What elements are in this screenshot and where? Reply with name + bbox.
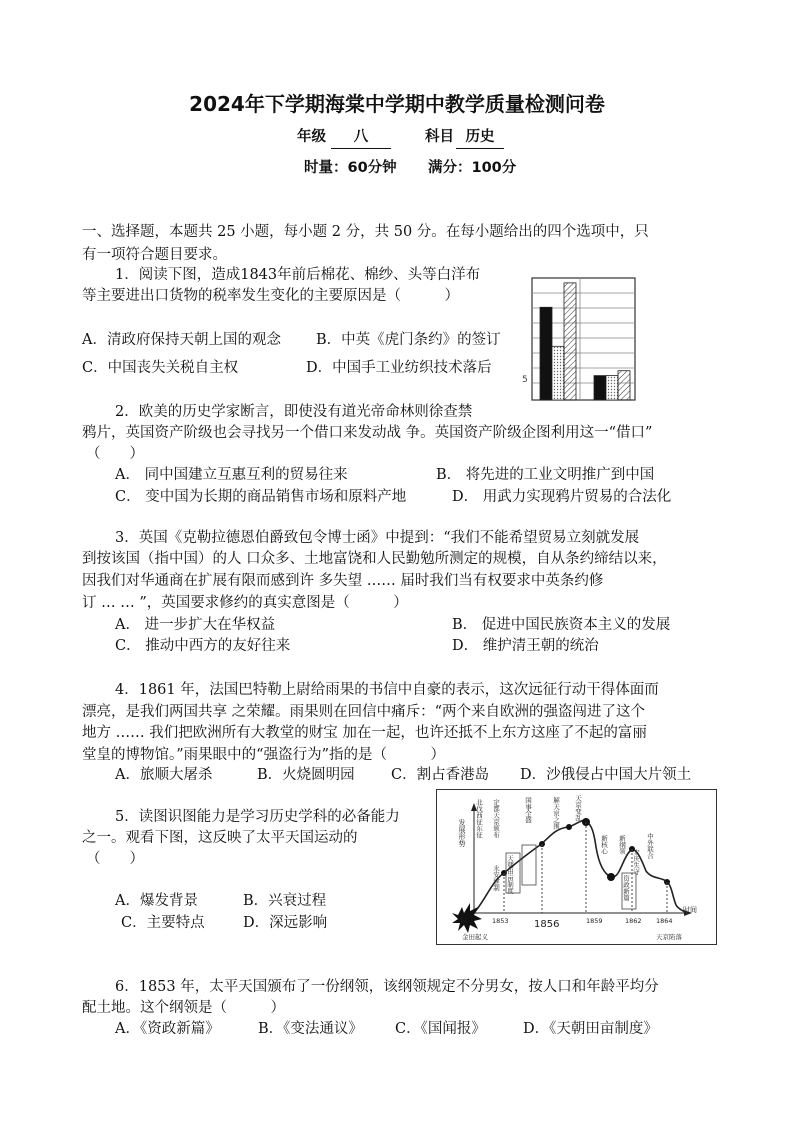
ann-tianchao: 天朝田亩制度 — [506, 855, 514, 894]
q3-stem-line2: 到按该国（指中国）的人 口众多、土地富饶和人民勤勉所测定的规模，自从条约缔结以来， — [82, 551, 667, 567]
subject-value: 历史 — [456, 126, 504, 149]
bar-3-group-2 — [618, 371, 630, 400]
q2-stem-line3: （ ） — [86, 446, 144, 462]
section-intro-line1: 一、选择题，本题共 25 小题，每小题 2 分，共 50 分。在每小题给出的四个选项中，只 — [82, 224, 649, 240]
chart-tick-label: 5 — [522, 375, 528, 385]
q5-stem-line3: （ ） — [86, 851, 144, 867]
subject-label: 科目 — [425, 129, 454, 145]
q4-option-a: A．旅顺大屠杀 — [115, 767, 213, 783]
q3-stem-line4: 订 … … ”，英国要求修约的真实意图是（ ） — [82, 595, 408, 611]
ann-xinheji: 新核心 — [600, 835, 608, 855]
end-label: 天京陷落 — [656, 933, 682, 941]
q6-stem-line1: 6．1853 年，太平天国颁布了一份纲领，该纲领规定不分男女，按人口和年龄平均分 — [115, 979, 659, 995]
bar-1-group-1 — [540, 307, 552, 400]
q3-stem-line1: 3．英国《克勒拉德恩伯爵致包令博士函》中提到：“我们不能希望贸易立刻就发展 — [115, 530, 640, 546]
q4-option-c: C．割占香港岛 — [391, 767, 490, 783]
q4-option-d: D．沙俄侵占中国大片领土 — [520, 767, 692, 783]
year-1856: 1856 — [534, 919, 560, 930]
marker-tianjing-incident — [607, 873, 615, 881]
q1-option-b: B．中英《虎门条约》的签订 — [316, 332, 501, 348]
q3-option-b: B． 促进中国民族资本主义的发展 — [452, 617, 671, 633]
q4-option-b: B．火烧圆明园 — [257, 767, 355, 783]
q6-option-c: C．《国闻报》 — [395, 1021, 486, 1037]
page-title: 2024年下学期海棠中学期中教学质量检测问卷 — [189, 92, 605, 116]
year-1853: 1853 — [492, 917, 509, 925]
year-1859: 1859 — [586, 917, 603, 925]
q1-option-c: C．中国丧失关税自主权 — [82, 360, 239, 376]
q4-stem-line2: 漂亮，是我们两国共享 之荣耀。雨果则在回信中痛斥：“两个来自欧洲的强盗闯进了这个 — [82, 704, 646, 720]
tariff-bar-chart — [520, 274, 650, 404]
ann-zhongwai: 中外联合 — [646, 833, 654, 859]
ann-zizheng: 资政新篇 — [622, 875, 630, 901]
q6-option-b: B．《变法通议》 — [258, 1021, 363, 1037]
ann-jiejing: 解天京之围 — [552, 797, 560, 830]
bar-2-group-1 — [552, 346, 564, 400]
ann-dingdu: 定都天京颁布 — [492, 799, 500, 838]
bar-1-group-2 — [594, 376, 606, 400]
q5-option-d: D．深远影响 — [243, 915, 328, 931]
q4-stem-line4: 堂皇的博物馆。”雨果眼中的“强盗行为”指的是（ ） — [82, 747, 445, 763]
grade-label: 年级 — [297, 129, 326, 145]
q1-option-a: A．清政府保持天朝上国的观念 — [82, 332, 281, 348]
q1-option-d: D．中国手工业纺织技术落后 — [306, 360, 492, 376]
ann-beifa: 北伐西征东征 — [475, 799, 483, 838]
q4-stem-line1: 4．1861 年，法国巴特勒上尉给雨果的书信中自豪的表示，这次远征行动干得体面而 — [115, 682, 659, 698]
bar-3-group-1 — [564, 283, 576, 400]
grade-value: 八 — [331, 126, 391, 149]
year-1862: 1862 — [625, 917, 642, 925]
q4-stem-line3: 地方 …… 我们把欧洲所有大教堂的财宝 加在一起，也许还抵不上东方这座了不起的富丽 — [82, 725, 647, 741]
q6-option-d: D．《天朝田亩制度》 — [523, 1021, 658, 1037]
year-1864: 1864 — [656, 917, 673, 925]
taiping-development-diagram — [436, 789, 717, 945]
start-label: 金田起义 — [462, 933, 488, 941]
section-intro-line2: 有一项符合题目要求。 — [82, 247, 227, 263]
bar-2-group-2 — [606, 376, 618, 400]
q2-option-a: A． 同中国建立互惠互利的贸易往来 — [115, 467, 348, 483]
q5-option-c: C．主要特点 — [121, 915, 205, 931]
q1-stem-line1: 1．阅读下图，造成1843年前后棉花、棉纱、头等白洋布 — [115, 267, 481, 283]
q3-option-c: C． 推动中西方的友好往来 — [115, 638, 291, 654]
q6-stem-line2: 配土地。这个纲领是（ ） — [82, 1000, 285, 1016]
time-info: 时量：60分钟 — [304, 160, 397, 176]
q2-stem-line2: 鸦片，英国资产阶级也会寻找另一个借口来发动战 争。英国资产阶级企图利用这一“借口” — [82, 425, 653, 441]
q6-option-a: A．《资政新篇》 — [115, 1021, 220, 1037]
q5-option-b: B．兴衰过程 — [243, 893, 327, 909]
ann-tianjing: 天京变乱 — [574, 795, 582, 821]
score-info: 满分：100分 — [428, 160, 517, 176]
ann-guoshi: 国事全盛 — [524, 797, 532, 823]
q3-option-d: D． 维护清王朝的统治 — [452, 638, 599, 654]
q2-option-d: D． 用武力实现鸦片贸易的合法化 — [452, 489, 672, 505]
ann-yongan: 永安建制 — [492, 865, 500, 891]
q5-option-a: A．爆发背景 — [115, 893, 198, 909]
q1-stem-line2: 等主要进出口货物的税率发生变化的主要原因是（ ） — [82, 288, 459, 304]
marker-jiejing — [566, 824, 572, 830]
diagram-ylabel: 发展形势 — [458, 819, 466, 847]
q5-stem-line1: 5．读图识图能力是学习历史学科的必备能力 — [115, 809, 400, 825]
diagram-xlabel: 时间 — [683, 906, 697, 914]
ann-xinzheng: 新纲领 — [618, 835, 626, 855]
year-1851: 51 — [460, 917, 468, 924]
q2-option-b: B． 将先进的工业文明推广到中国 — [436, 467, 655, 483]
q2-stem-line1: 2．欧美的历史学家断言，即使没有道光帝命林则徐查禁 — [115, 404, 473, 420]
q3-stem-line3: 因我们对华通商在扩展有限而感到许 多失望 …… 届时我们当有权要求中英条约修 — [82, 573, 604, 589]
q5-stem-line2: 之一。观看下图，这反映了太平天国运动的 — [82, 830, 358, 846]
q2-option-c: C． 变中国为长期的商品销售市场和原料产地 — [115, 489, 407, 505]
q3-option-a: A． 进一步扩大在华权益 — [115, 617, 276, 633]
ann-anqing: 安庆失守 — [632, 849, 640, 875]
